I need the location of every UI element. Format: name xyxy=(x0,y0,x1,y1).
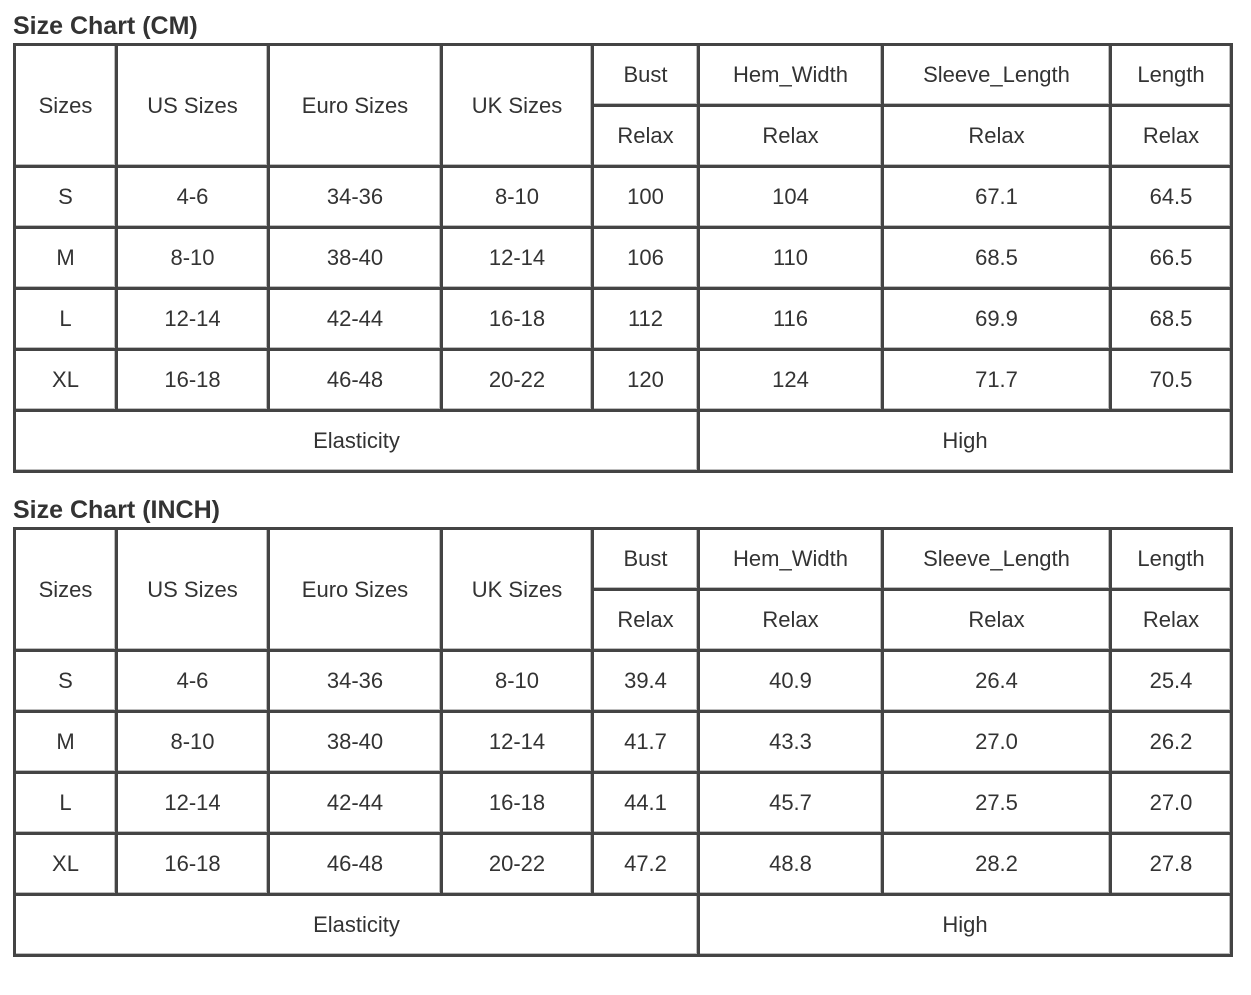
header-euro-sizes: Euro Sizes xyxy=(270,530,443,652)
table-cell: 16-18 xyxy=(443,290,594,351)
header-length: Length xyxy=(1112,46,1233,107)
header-relax: Relax xyxy=(884,591,1112,652)
header-length: Length xyxy=(1112,530,1233,591)
table-cell: 112 xyxy=(594,290,700,351)
header-sizes: Sizes xyxy=(16,46,118,168)
table-cell: 68.5 xyxy=(1112,290,1233,351)
table-cell: 27.8 xyxy=(1112,835,1233,896)
header-uk-sizes: UK Sizes xyxy=(443,46,594,168)
header-us-sizes: US Sizes xyxy=(118,530,270,652)
header-sleeve-length: Sleeve_Length xyxy=(884,530,1112,591)
table-cell: 70.5 xyxy=(1112,351,1233,412)
table-cell: 41.7 xyxy=(594,713,700,774)
table-cell: 106 xyxy=(594,229,700,290)
table-cell: 46-48 xyxy=(270,835,443,896)
table-cell: 8-10 xyxy=(118,713,270,774)
size-chart-inch-title: Size Chart (INCH) xyxy=(13,496,220,524)
table-cell: 12-14 xyxy=(118,290,270,351)
table-cell: M xyxy=(16,713,118,774)
table-cell: 25.4 xyxy=(1112,652,1233,713)
table-row xyxy=(16,229,1233,290)
table-cell: 16-18 xyxy=(118,351,270,412)
table-cell: 34-36 xyxy=(270,168,443,229)
header-euro-sizes: Euro Sizes xyxy=(270,46,443,168)
header-relax: Relax xyxy=(1112,591,1233,652)
table-cell: 64.5 xyxy=(1112,168,1233,229)
table-cell: 38-40 xyxy=(270,713,443,774)
table-cell: 71.7 xyxy=(884,351,1112,412)
header-row xyxy=(16,46,1233,107)
table-row xyxy=(16,713,1233,774)
table-cell: 39.4 xyxy=(594,652,700,713)
table-cell: 116 xyxy=(700,290,884,351)
table-cell: 67.1 xyxy=(884,168,1112,229)
table-cell: 4-6 xyxy=(118,652,270,713)
header-relax: Relax xyxy=(700,107,884,168)
elasticity-value: High xyxy=(700,412,1233,473)
header-hem-width: Hem_Width xyxy=(700,530,884,591)
table-cell: 43.3 xyxy=(700,713,884,774)
table-cell: XL xyxy=(16,835,118,896)
table-cell: S xyxy=(16,168,118,229)
table-cell: 124 xyxy=(700,351,884,412)
header-relax: Relax xyxy=(1112,107,1233,168)
table-cell: 68.5 xyxy=(884,229,1112,290)
table-cell: 12-14 xyxy=(443,713,594,774)
table-cell: 26.2 xyxy=(1112,713,1233,774)
table-cell: 12-14 xyxy=(118,774,270,835)
header-relax: Relax xyxy=(594,107,700,168)
table-row xyxy=(16,652,1233,713)
table-cell: L xyxy=(16,774,118,835)
table-cell: 16-18 xyxy=(443,774,594,835)
table-cell: 42-44 xyxy=(270,290,443,351)
size-chart-inch-table xyxy=(13,527,1233,957)
table-row xyxy=(16,835,1233,896)
table-cell: 28.2 xyxy=(884,835,1112,896)
table-row xyxy=(16,290,1233,351)
table-cell: 4-6 xyxy=(118,168,270,229)
header-sizes: Sizes xyxy=(16,530,118,652)
table-cell: 69.9 xyxy=(884,290,1112,351)
table-cell: 8-10 xyxy=(118,229,270,290)
header-uk-sizes: UK Sizes xyxy=(443,530,594,652)
table-cell: 27.5 xyxy=(884,774,1112,835)
table-cell: L xyxy=(16,290,118,351)
header-sleeve-length: Sleeve_Length xyxy=(884,46,1112,107)
table-cell: 8-10 xyxy=(443,652,594,713)
table-cell: 40.9 xyxy=(700,652,884,713)
table-row xyxy=(16,168,1233,229)
size-chart-cm-title: Size Chart (CM) xyxy=(13,12,198,40)
elasticity-value: High xyxy=(700,896,1233,957)
elasticity-label: Elasticity xyxy=(16,896,700,957)
elasticity-row xyxy=(16,896,1233,957)
table-row xyxy=(16,351,1233,412)
header-relax: Relax xyxy=(700,591,884,652)
table-cell: 120 xyxy=(594,351,700,412)
header-us-sizes: US Sizes xyxy=(118,46,270,168)
table-cell: 104 xyxy=(700,168,884,229)
table-cell: XL xyxy=(16,351,118,412)
table-cell: 66.5 xyxy=(1112,229,1233,290)
header-relax: Relax xyxy=(884,107,1112,168)
table-cell: 12-14 xyxy=(443,229,594,290)
table-cell: 100 xyxy=(594,168,700,229)
table-cell: 16-18 xyxy=(118,835,270,896)
header-row xyxy=(16,530,1233,591)
table-cell: 27.0 xyxy=(884,713,1112,774)
table-cell: 8-10 xyxy=(443,168,594,229)
table-cell: 45.7 xyxy=(700,774,884,835)
table-cell: 47.2 xyxy=(594,835,700,896)
elasticity-label: Elasticity xyxy=(16,412,700,473)
table-cell: 48.8 xyxy=(700,835,884,896)
table-cell: 44.1 xyxy=(594,774,700,835)
table-cell: 26.4 xyxy=(884,652,1112,713)
table-row xyxy=(16,774,1233,835)
table-cell: 46-48 xyxy=(270,351,443,412)
table-cell: 110 xyxy=(700,229,884,290)
size-chart-cm-table xyxy=(13,43,1233,473)
table-cell: 20-22 xyxy=(443,835,594,896)
elasticity-row xyxy=(16,412,1233,473)
header-bust: Bust xyxy=(594,530,700,591)
header-hem-width: Hem_Width xyxy=(700,46,884,107)
table-cell: 42-44 xyxy=(270,774,443,835)
table-cell: M xyxy=(16,229,118,290)
table-cell: 27.0 xyxy=(1112,774,1233,835)
table-cell: 20-22 xyxy=(443,351,594,412)
table-cell: S xyxy=(16,652,118,713)
header-relax: Relax xyxy=(594,591,700,652)
table-cell: 38-40 xyxy=(270,229,443,290)
table-cell: 34-36 xyxy=(270,652,443,713)
header-bust: Bust xyxy=(594,46,700,107)
